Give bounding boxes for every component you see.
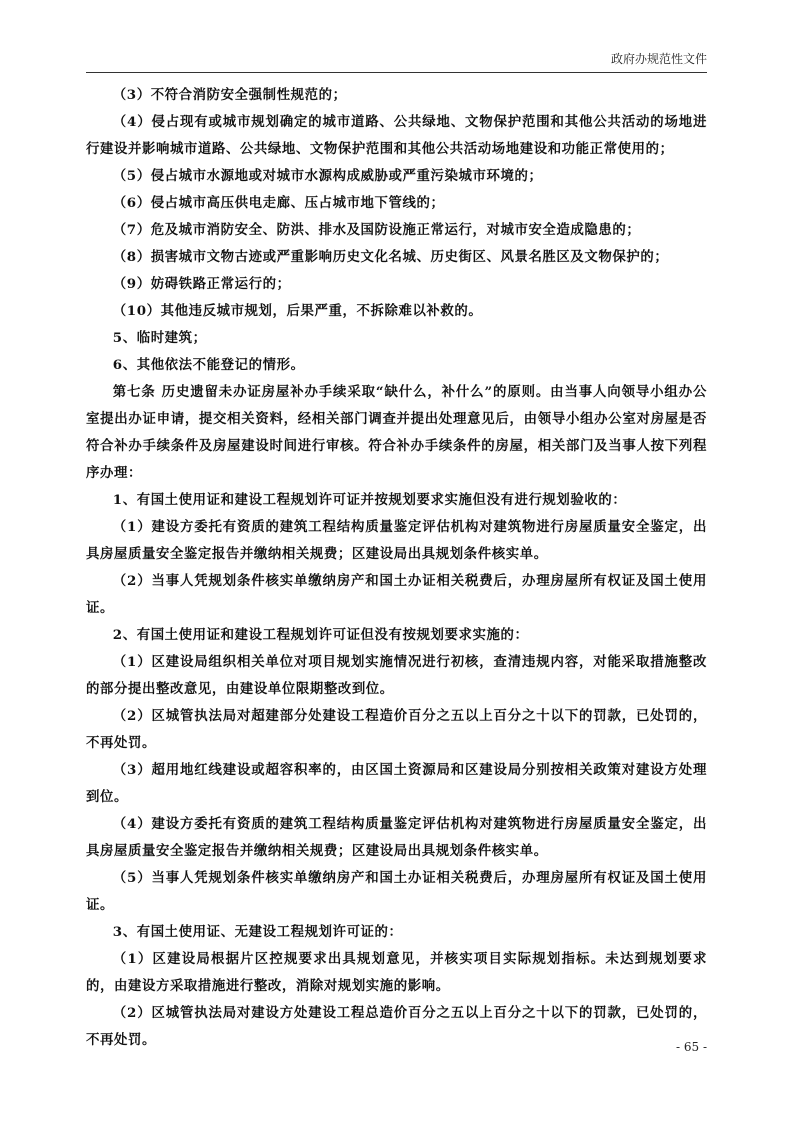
paragraph: （9）妨碍铁路正常运行的； [112, 276, 291, 292]
document-body [86, 82, 707, 1054]
paragraph: （5）当事人凭规划条件核实单缴纳房产和国土办证相关税费后，办理房屋所有权证及国土使用证。 [86, 870, 707, 913]
paragraph: （6）侵占城市高压供电走廊、压占城市地下管线的； [112, 195, 445, 211]
paragraph: （8）损害城市文物古迹或严重影响历史文化名城、历史街区、风景名胜区及文物保护的； [112, 249, 669, 265]
paragraph: （5）侵占城市水源地或对城市水源构成威胁或严重污染城市环境的； [112, 168, 543, 184]
paragraph: 5、临时建筑； [112, 330, 207, 346]
paragraph: 2、有国土使用证和建设工程规划许可证但没有按规划要求实施的： [112, 627, 529, 643]
paragraph: （1）区建设局根据片区控规要求出具规划意见，并核实项目实际规划指标。未达到规划要求的，由建设方采取措施进行整改，消除对规划实施的影响。 [86, 951, 707, 994]
paragraph: （1）区建设局组织相关单位对项目规划实施情况进行初核，查清违规内容，对能采取措施整改的部分提出整改意见，由建设单位限期整改到位。 [86, 654, 707, 697]
article-7-paragraph [86, 379, 707, 487]
paragraph: （2）区城管执法局对建设方处建设工程总造价百分之五以上百分之十以下的罚款，已处罚的，不再处罚。 [86, 1005, 707, 1048]
paragraph: （2）当事人凭规划条件核实单缴纳房产和国土办证相关税费后，办理房屋所有权证及国土使用证。 [86, 573, 707, 616]
paragraph: （7）危及城市消防安全、防洪、排水及国防设施正常运行，对城市安全造成隐患的； [112, 222, 641, 238]
paragraph: （4）建设方委托有资质的建筑工程结构质量鉴定评估机构对建筑物进行房屋质量安全鉴定，出具房屋质量安全鉴定报告并缴纳相关规费；区建设局出具规划条件核实单。 [86, 816, 707, 859]
paragraph: （3）超用地红线建设或超容积率的，由区国土资源局和区建设局分别按相关政策对建设方处理到位。 [86, 762, 707, 805]
article-7-heading: 第七条 [112, 384, 156, 400]
paragraph: 6、其他依法不能登记的情形。 [112, 357, 305, 373]
page-number: - 65 - [675, 1040, 707, 1054]
paragraph: （4）侵占现有或城市规划确定的城市道路、公共绿地、文物保护范围和其他公共活动的场地进行建设并影响城市道路、公共绿地、文物保护范围和其他公共活动场地建设和功能正常使用的； [86, 114, 707, 157]
page-header [86, 44, 707, 73]
paragraph: （3）不符合消防安全强制性规范的； [112, 87, 347, 103]
article-7-text: 历史遗留未办证房屋补办手续采取“缺什么，补什么”的原则。由当事人向领导小组办公室提出办证申请，提交相关资料，经相关部门调查并提出处理意见后，由领导小组办公室对房屋是否符合补办手续条件及房屋建设时间进行审核。符合补办手续条件的房屋，相关部门及当事人按下列程序办理： [86, 384, 707, 481]
header-title: 政府办规范性文件 [610, 52, 707, 66]
paragraph: 3、有国土使用证、无建设工程规划许可证的： [112, 924, 403, 940]
paragraph: （1）建设方委托有资质的建筑工程结构质量鉴定评估机构对建筑物进行房屋质量安全鉴定，出具房屋质量安全鉴定报告并缴纳相关规费；区建设局出具规划条件核实单。 [86, 519, 707, 562]
paragraph: 1、有国土使用证和建设工程规划许可证并按规划要求实施但没有进行规划验收的： [112, 492, 627, 508]
paragraph: （2）区城管执法局对超建部分处建设工程造价百分之五以上百分之十以下的罚款，已处罚的，不再处罚。 [86, 708, 707, 751]
paragraph: （10）其他违反城市规划，后果严重，不拆除难以补救的。 [112, 303, 483, 319]
